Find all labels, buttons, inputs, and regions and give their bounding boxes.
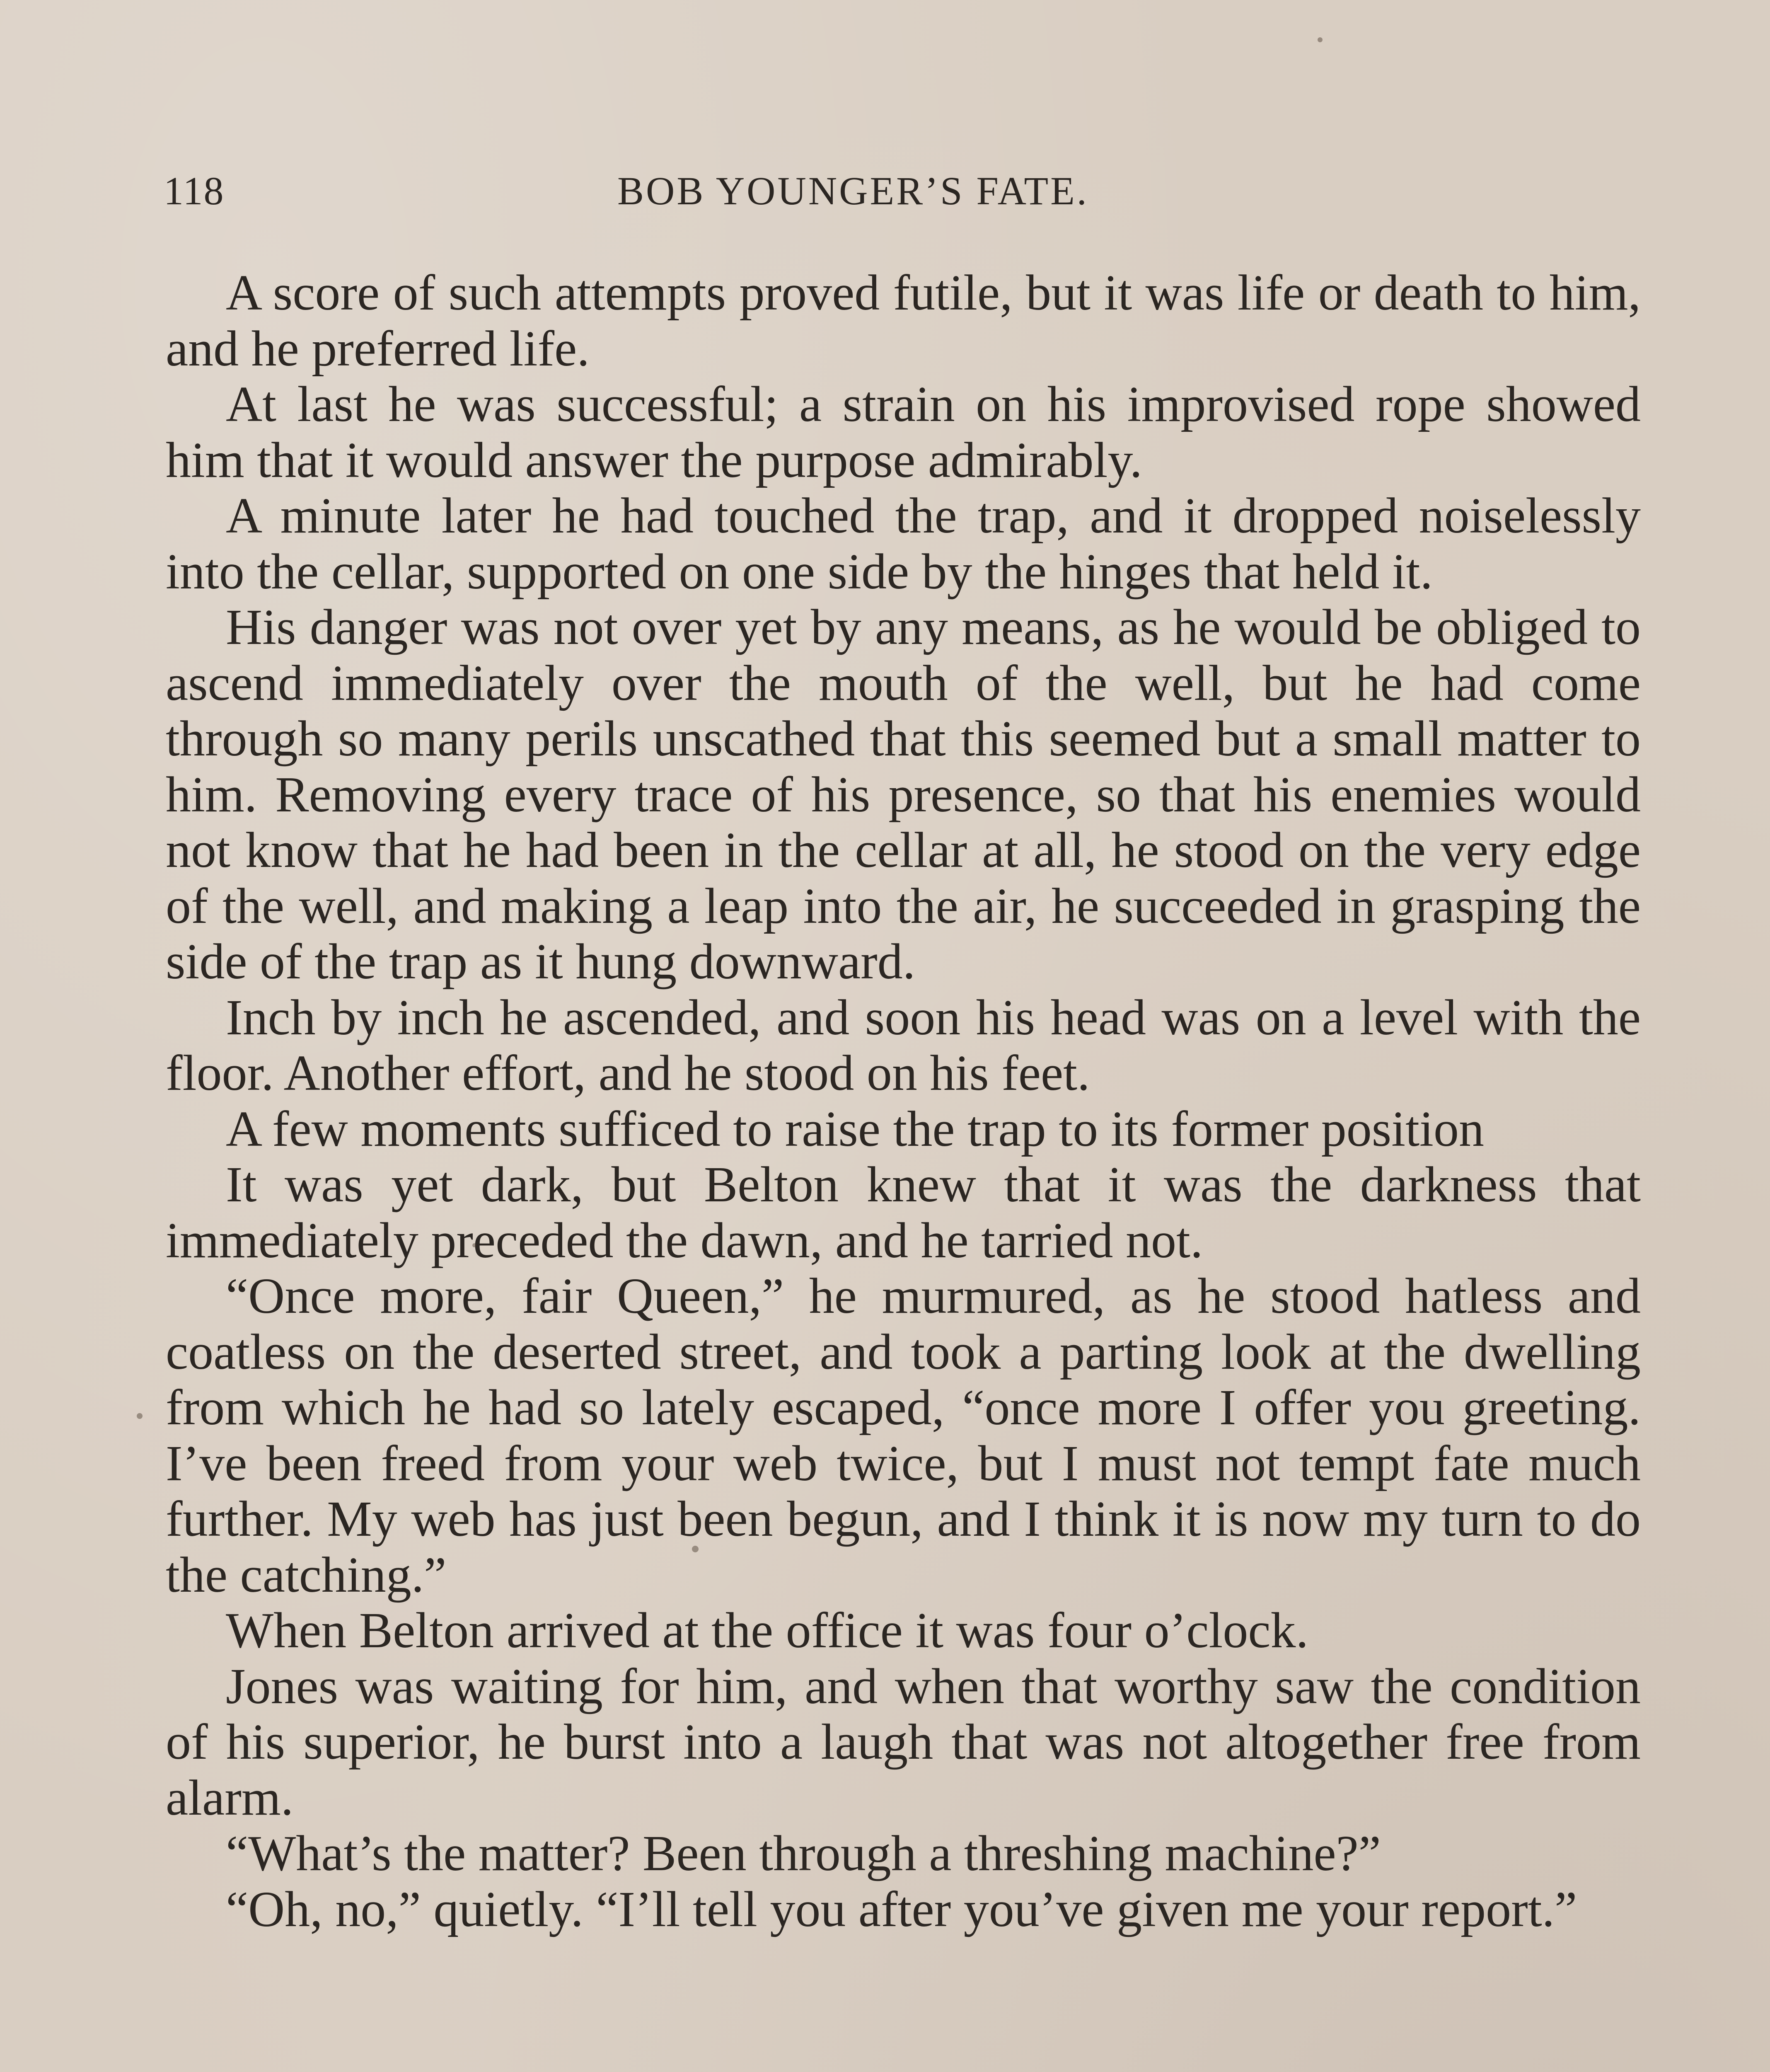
paper-speck — [692, 1546, 699, 1552]
paragraph: “Once more, fair Queen,” he murmured, as he stood hatless and coatless on the deserted street, and took a parting look at the dwelling from which he had so lately escaped, “once more I offer you greeting. I’ve been freed from your web twice, but I must not tempt fate much further. My web has just been begun, and I think it is now my turn to do the catching.” — [166, 1268, 1641, 1603]
body-text — [166, 265, 1641, 1937]
page-number: 118 — [164, 169, 225, 213]
paragraph: At last he was successful; a strain on his improvised rope showed him that it would answer the purpose admirably. — [166, 376, 1641, 488]
paragraph: Inch by inch he ascended, and soon his head was on a level with the floor. Another effort, and he stood on his feet. — [166, 989, 1641, 1101]
paragraph: A score of such attempts proved futile, but it was life or death to him, and he preferred life. — [166, 265, 1641, 377]
paragraph: A few moments sufficed to raise the trap to its former position — [226, 1101, 1484, 1157]
paragraph: A minute later he had touched the trap, and it dropped noiselessly into the cellar, supported on one side by the hinges that held it. — [166, 488, 1641, 600]
paper-speck — [1318, 37, 1323, 42]
paragraph: When Belton arrived at the office it was four o’clock. — [226, 1602, 1308, 1658]
paragraph: Jones was waiting for him, and when that worthy saw the condition of his superior, he burst into a laugh that was not altogether free from alarm. — [166, 1658, 1641, 1826]
running-head — [164, 168, 1635, 222]
paragraph: “Oh, no,” quietly. “I’ll tell you after you’ve given me your report.” — [226, 1881, 1577, 1937]
paragraph: His danger was not over yet by any means, as he would be obliged to ascend immediately over the mouth of the well, but he had come through so many perils unscathed that this seemed but a small matter to him. Removing every trace of his presence, so that his enemies would not know that he had been in the cellar at all, he stood on the very edge of the well, and making a leap into the air, he succeeded in grasping the side of the trap as it hung downward. — [166, 599, 1641, 990]
running-title: BOB YOUNGER’S FATE. — [617, 169, 1089, 213]
paper-speck — [137, 1413, 143, 1419]
paper-speck — [472, 1243, 476, 1247]
paragraph: It was yet dark, but Belton knew that it was the darkness that immediately preceded the dawn, and he tarried not. — [166, 1157, 1641, 1268]
paragraph: “What’s the matter? Been through a threshing machine?” — [226, 1825, 1381, 1881]
